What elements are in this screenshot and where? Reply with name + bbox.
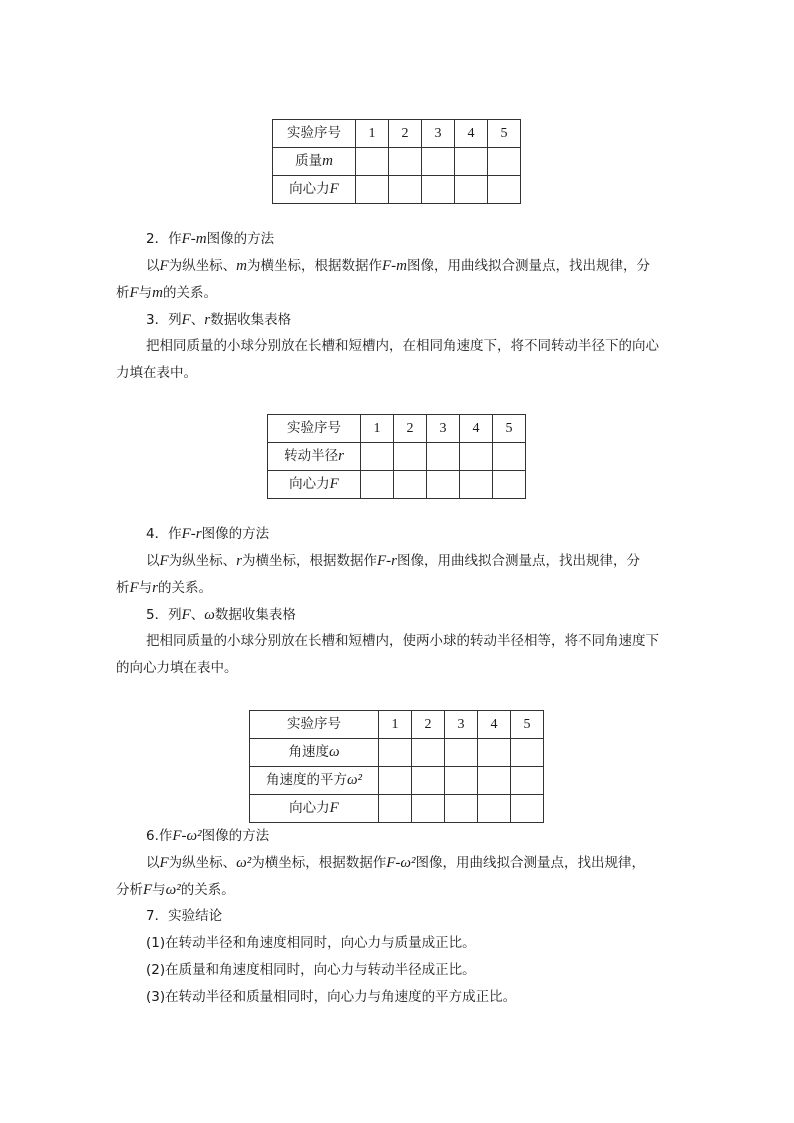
table-cell: 2 [389, 120, 422, 148]
paragraph: 析F与m的关系。 [116, 285, 218, 301]
table-row [250, 739, 544, 767]
paragraph: 把相同质量的小球分别放在长槽和短槽内，在相同角速度下，将不同转动半径下的向心 [146, 338, 659, 354]
section-heading: 2．作F-m图像的方法 [146, 231, 275, 247]
table-cell: 4 [460, 415, 493, 443]
paragraph: 分析F与ω²的关系。 [116, 882, 235, 898]
paragraph: 以F为纵坐标、m为横坐标，根据数据作F-m图像，用曲线拟合测量点，找出规律，分 [146, 258, 651, 274]
table-cell: 2 [412, 711, 445, 739]
row-label: 向心力F [250, 795, 379, 823]
table-row [268, 443, 526, 471]
paragraph: 以F为纵坐标、r为横坐标，根据数据作F-r图像，用曲线拟合测量点，找出规律，分 [146, 553, 641, 569]
row-label: 向心力F [268, 471, 361, 499]
section-heading: 6.作F-ω²图像的方法 [146, 828, 270, 844]
table-row [268, 415, 526, 443]
table-cell: 实验序号 [268, 415, 361, 443]
table-cell: 1 [379, 711, 412, 739]
table-cell: 1 [361, 415, 394, 443]
paragraph: 析F与r的关系。 [116, 580, 213, 596]
table-cell: 4 [455, 120, 488, 148]
table-cell: 4 [478, 711, 511, 739]
section-heading: 4．作F-r图像的方法 [146, 526, 270, 542]
table-cell: 5 [511, 711, 544, 739]
table-row [250, 711, 544, 739]
table-cell: 实验序号 [273, 120, 356, 148]
row-label: 质量m [273, 148, 356, 176]
paragraph: 以F为纵坐标、ω²为横坐标，根据数据作F-ω²图像，用曲线拟合测量点，找出规律， [146, 855, 646, 871]
table-mass-force [272, 119, 521, 204]
table-radius-force [267, 414, 526, 499]
row-label: 向心力F [273, 176, 356, 204]
table-cell: 1 [356, 120, 389, 148]
table-cell: 3 [445, 711, 478, 739]
table-row [250, 767, 544, 795]
table-row [273, 148, 521, 176]
table-cell: 3 [422, 120, 455, 148]
table-row [273, 120, 521, 148]
table-cell: 3 [427, 415, 460, 443]
paragraph: 的向心力填在表中。 [116, 660, 238, 676]
paragraph: 把相同质量的小球分别放在长槽和短槽内，使两小球的转动半径相等，将不同角速度下 [146, 633, 659, 649]
row-label: 角速度ω [250, 739, 379, 767]
section-heading: 7．实验结论 [146, 908, 223, 924]
paragraph: 力填在表中。 [116, 365, 197, 381]
table-omega-force [249, 710, 544, 823]
table-cell: 5 [488, 120, 521, 148]
conclusion-item: (2)在质量和角速度相同时，向心力与转动半径成正比。 [146, 962, 476, 978]
conclusion-item: (3)在转动半径和质量相同时，向心力与角速度的平方成正比。 [146, 989, 517, 1005]
table-row [250, 795, 544, 823]
table-cell: 5 [493, 415, 526, 443]
table-cell: 实验序号 [250, 711, 379, 739]
conclusion-item: (1)在转动半径和角速度相同时，向心力与质量成正比。 [146, 935, 476, 951]
section-heading: 3．列F、r数据收集表格 [146, 312, 292, 328]
table-row [273, 176, 521, 204]
table-row [268, 471, 526, 499]
section-heading: 5．列F、ω数据收集表格 [146, 607, 296, 623]
row-label: 角速度的平方ω² [250, 767, 379, 795]
row-label: 转动半径r [268, 443, 361, 471]
table-cell: 2 [394, 415, 427, 443]
